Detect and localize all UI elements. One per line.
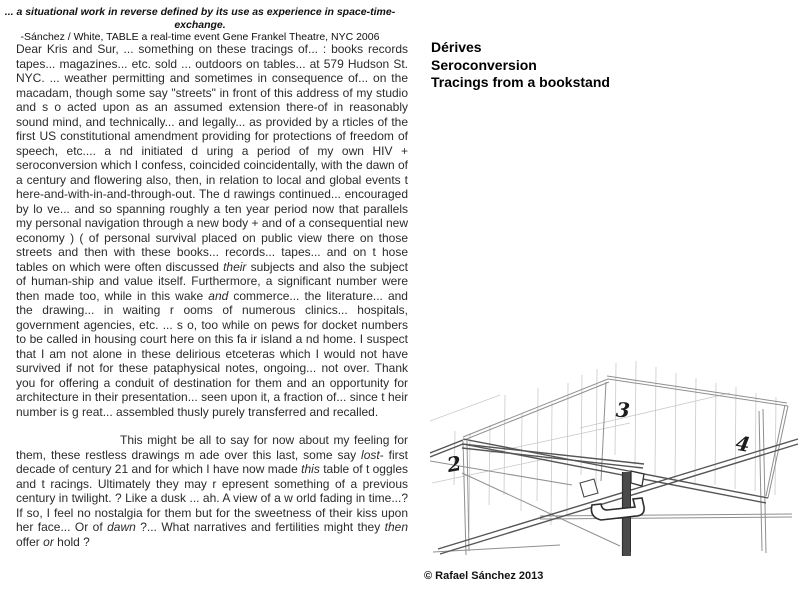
- sketch-number-3: 3: [615, 397, 631, 423]
- letter-paragraph: Dear Kris and Sur, ... something on these tracings of... : books records tapes... magazines... etc. sold ... outdoors on tables... at 579 Hudson St. NYC. ... weather permitting and sometimes in consequence of... on the macadam, though some say "streets" in front of this address of my studio and s o acted upon as an assumed extension there-of in reasonably sound mind, and technically... and legally... as provided by a rticles of the first US constitutional amendment providing for protections of freedom of speech, etc.... a nd initiated d uring a period of my own HIV + seroconversion which I confess, coincided coincidentally, with the dawn of a century and flowering also, then, in relation to local and global events t here-and-with-in-and-through-out. The d rawings continued... encouraged by lo ve... and so spanning roughly a ten year period now that parallels my personal navigation through a new body + and of a consequential new economy ) ( of personal survival placed on public view there on those streets and then with these books... records... tapes... and on t hose tables on which were often discussed their subjects and also the subject of human-ship and value itself. Furthermore, a significant number were then made too, while in this wake and commerce... the literature... and the drawing... in waiting r ooms of numerous clinics... hospitals, government agencies, etc. ... s o, too while on pews for docket numbers to be called in housing court here on this fa ir island a nd home. I suspect that I am not alone in these delirious etceteras which I would not have survived if not for these pataphysical notes, ongoing... not over. Thank you for offering a conduit of destination for them and an opportunity for architecture in their presentation... seen upon it, a fraction of... since t heir number is g reat... assembled thusly purely transferred and recalled.: [16, 42, 408, 419]
- sketch-main-lines: [430, 439, 798, 554]
- title-line-seroconversion: Seroconversion: [431, 56, 537, 73]
- title-line-tracings: Tracings from a bookstand: [431, 74, 610, 90]
- copyright-line: © Rafael Sánchez 2013: [424, 570, 544, 582]
- sketch-frame-lines: [430, 376, 792, 555]
- epigraph-line1: ... a situational work in reverse defined by its use as experience in space-time-exchange.: [4, 6, 396, 31]
- sketch-number-2: 2: [445, 450, 464, 478]
- title-line-derives: Dérives: [431, 39, 482, 55]
- epigraph: [0, 6, 400, 44]
- bookstand-sketch-figure: [430, 333, 800, 568]
- sketch-number-4: 4: [733, 430, 752, 457]
- letter-body: [16, 42, 408, 549]
- sketch-pedestal: [580, 471, 644, 556]
- epigraph-line2: -Sánchez / White, TABLE a real-time event Gene Frankel Theatre, NYC 2006: [20, 31, 380, 43]
- letter-paragraph: This might be all to say for now about my feeling for them, these restless drawings m ade over this last, some say lost- first decade of century 21 and for which I have now made this table of t oggles and t racings. Ultimately they may r epresent something of a previous century in twilight. ? Like a dusk ... ah. A view of a w orld fading in time...? If so, I feel no nostalgia for them but for the sweetness of their kiss upon her face... Or of dawn ?... What narratives and fertilities might they then offer or hold ?: [16, 433, 409, 549]
- bookstand-sketch-svg: [430, 333, 800, 568]
- title-block: [431, 39, 610, 92]
